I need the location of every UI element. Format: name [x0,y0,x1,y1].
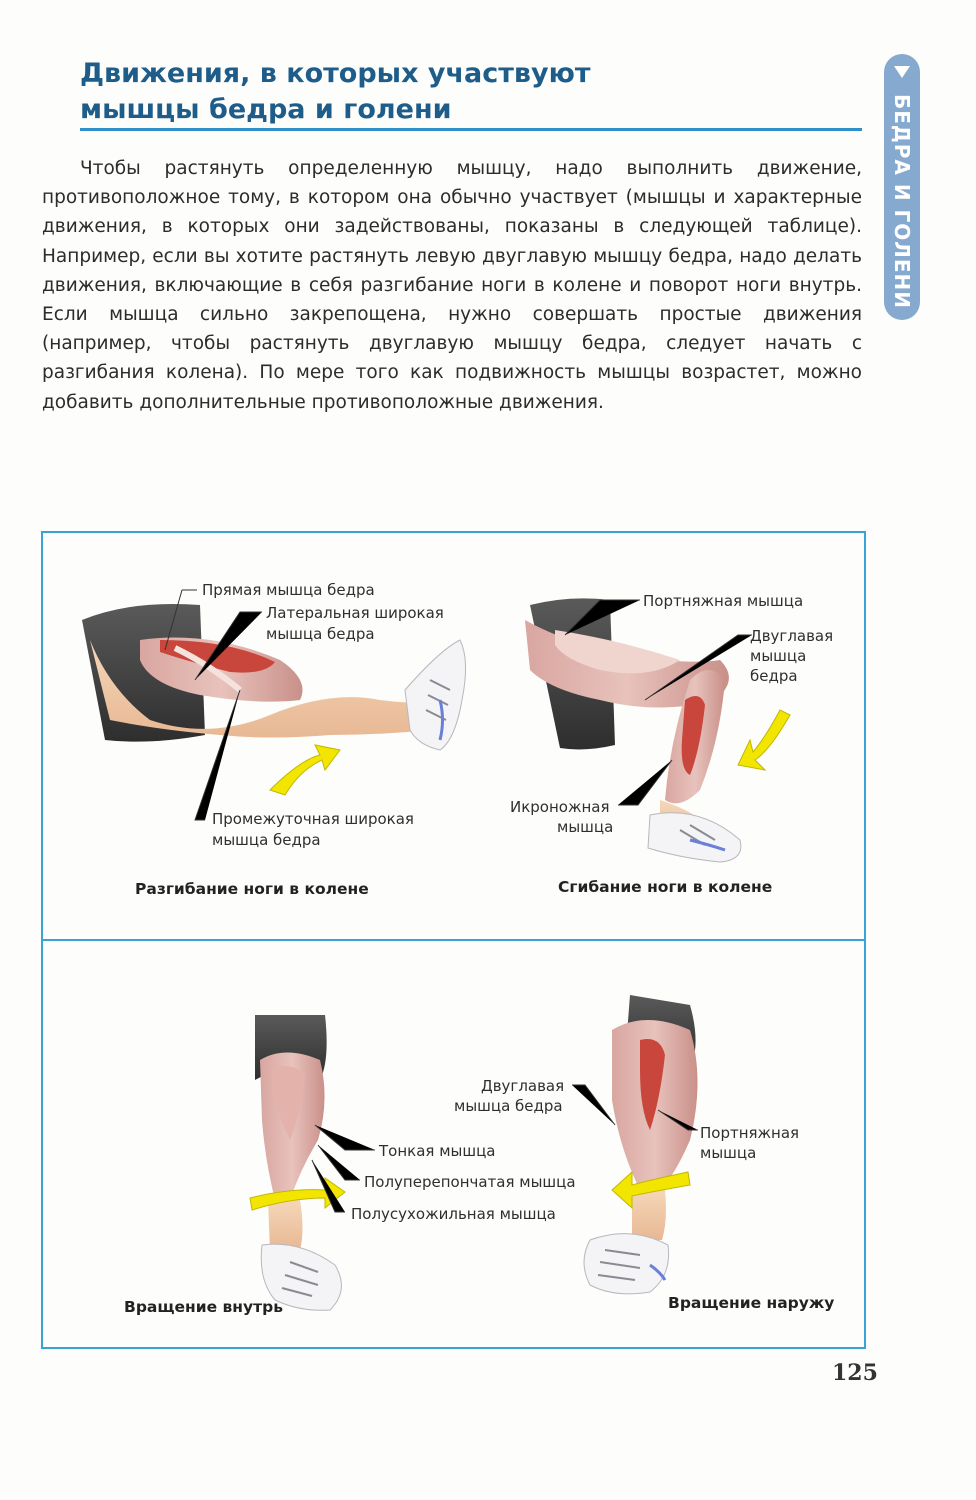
label-vastus-lateralis-1: Латеральная широкая [266,604,444,622]
label-rectus-femoris: Прямая мышца бедра [202,581,375,599]
label-vastus-intermedius-1: Промежуточная широкая [212,810,414,828]
label-biceps-femoris-ext-2: мышца бедра [454,1097,563,1115]
section-tab-label: БЕДРА И ГОЛЕНИ [890,94,914,310]
label-biceps-femoris-ext-1: Двуглавая [481,1077,565,1095]
title-line-1: Движения, в которых участвуют [80,58,591,89]
label-sartorius-ext-2: мышца [700,1144,757,1162]
caption-knee-flexion: Сгибание ноги в колене [558,878,773,896]
label-sartorius: Портняжная мышца [643,592,804,610]
label-biceps-femoris-3: бедра [750,667,798,685]
label-vastus-lateralis-2: мышца бедра [266,625,375,643]
external-rotation-illustration [572,995,698,1294]
label-gastrocnemius-2: мышца [557,818,614,836]
label-gastrocnemius-1: Икроножная [510,798,610,816]
label-sartorius-ext-1: Портняжная [700,1124,800,1142]
label-biceps-femoris-1: Двуглавая [750,627,834,645]
label-semitendinosus: Полусухожильная мышца [351,1205,556,1223]
caption-external-rotation: Вращение наружу [668,1294,835,1312]
label-vastus-intermedius-2: мышца бедра [212,831,321,849]
title-line-2: мышцы бедра и голени [80,94,452,125]
internal-rotation-illustration [250,1015,375,1310]
caption-internal-rotation: Вращение внутрь [124,1298,283,1316]
caption-knee-extension: Разгибание ноги в колене [135,880,369,898]
body-paragraph: Чтобы растянуть определенную мышцу, надо выполнить движение, противоположное тому, в котором она обычно участвует (мышцы и характерные движения, в которых они задействованы, показаны в следующей таблице). Например, если вы хотите растянуть левую двуглавую мышцу бедра, надо делать движения, включающие в себя разгибание ноги в колене и поворот ноги внутрь. Если мышца сильно закрепощена, нужно совершать простые движения (например, чтобы растянуть двуглавую мышцу бедра, следует начать с разгибания колена). По мере того как подвижность мышцы возрастет, можно добавить дополнительные противоположные движения. [42,158,862,413]
label-gracilis: Тонкая мышца [379,1142,496,1160]
label-biceps-femoris-2: мышца [750,647,807,665]
page-number: 125 [832,1360,878,1386]
label-semimembranosus: Полуперепончатая мышца [364,1173,576,1191]
